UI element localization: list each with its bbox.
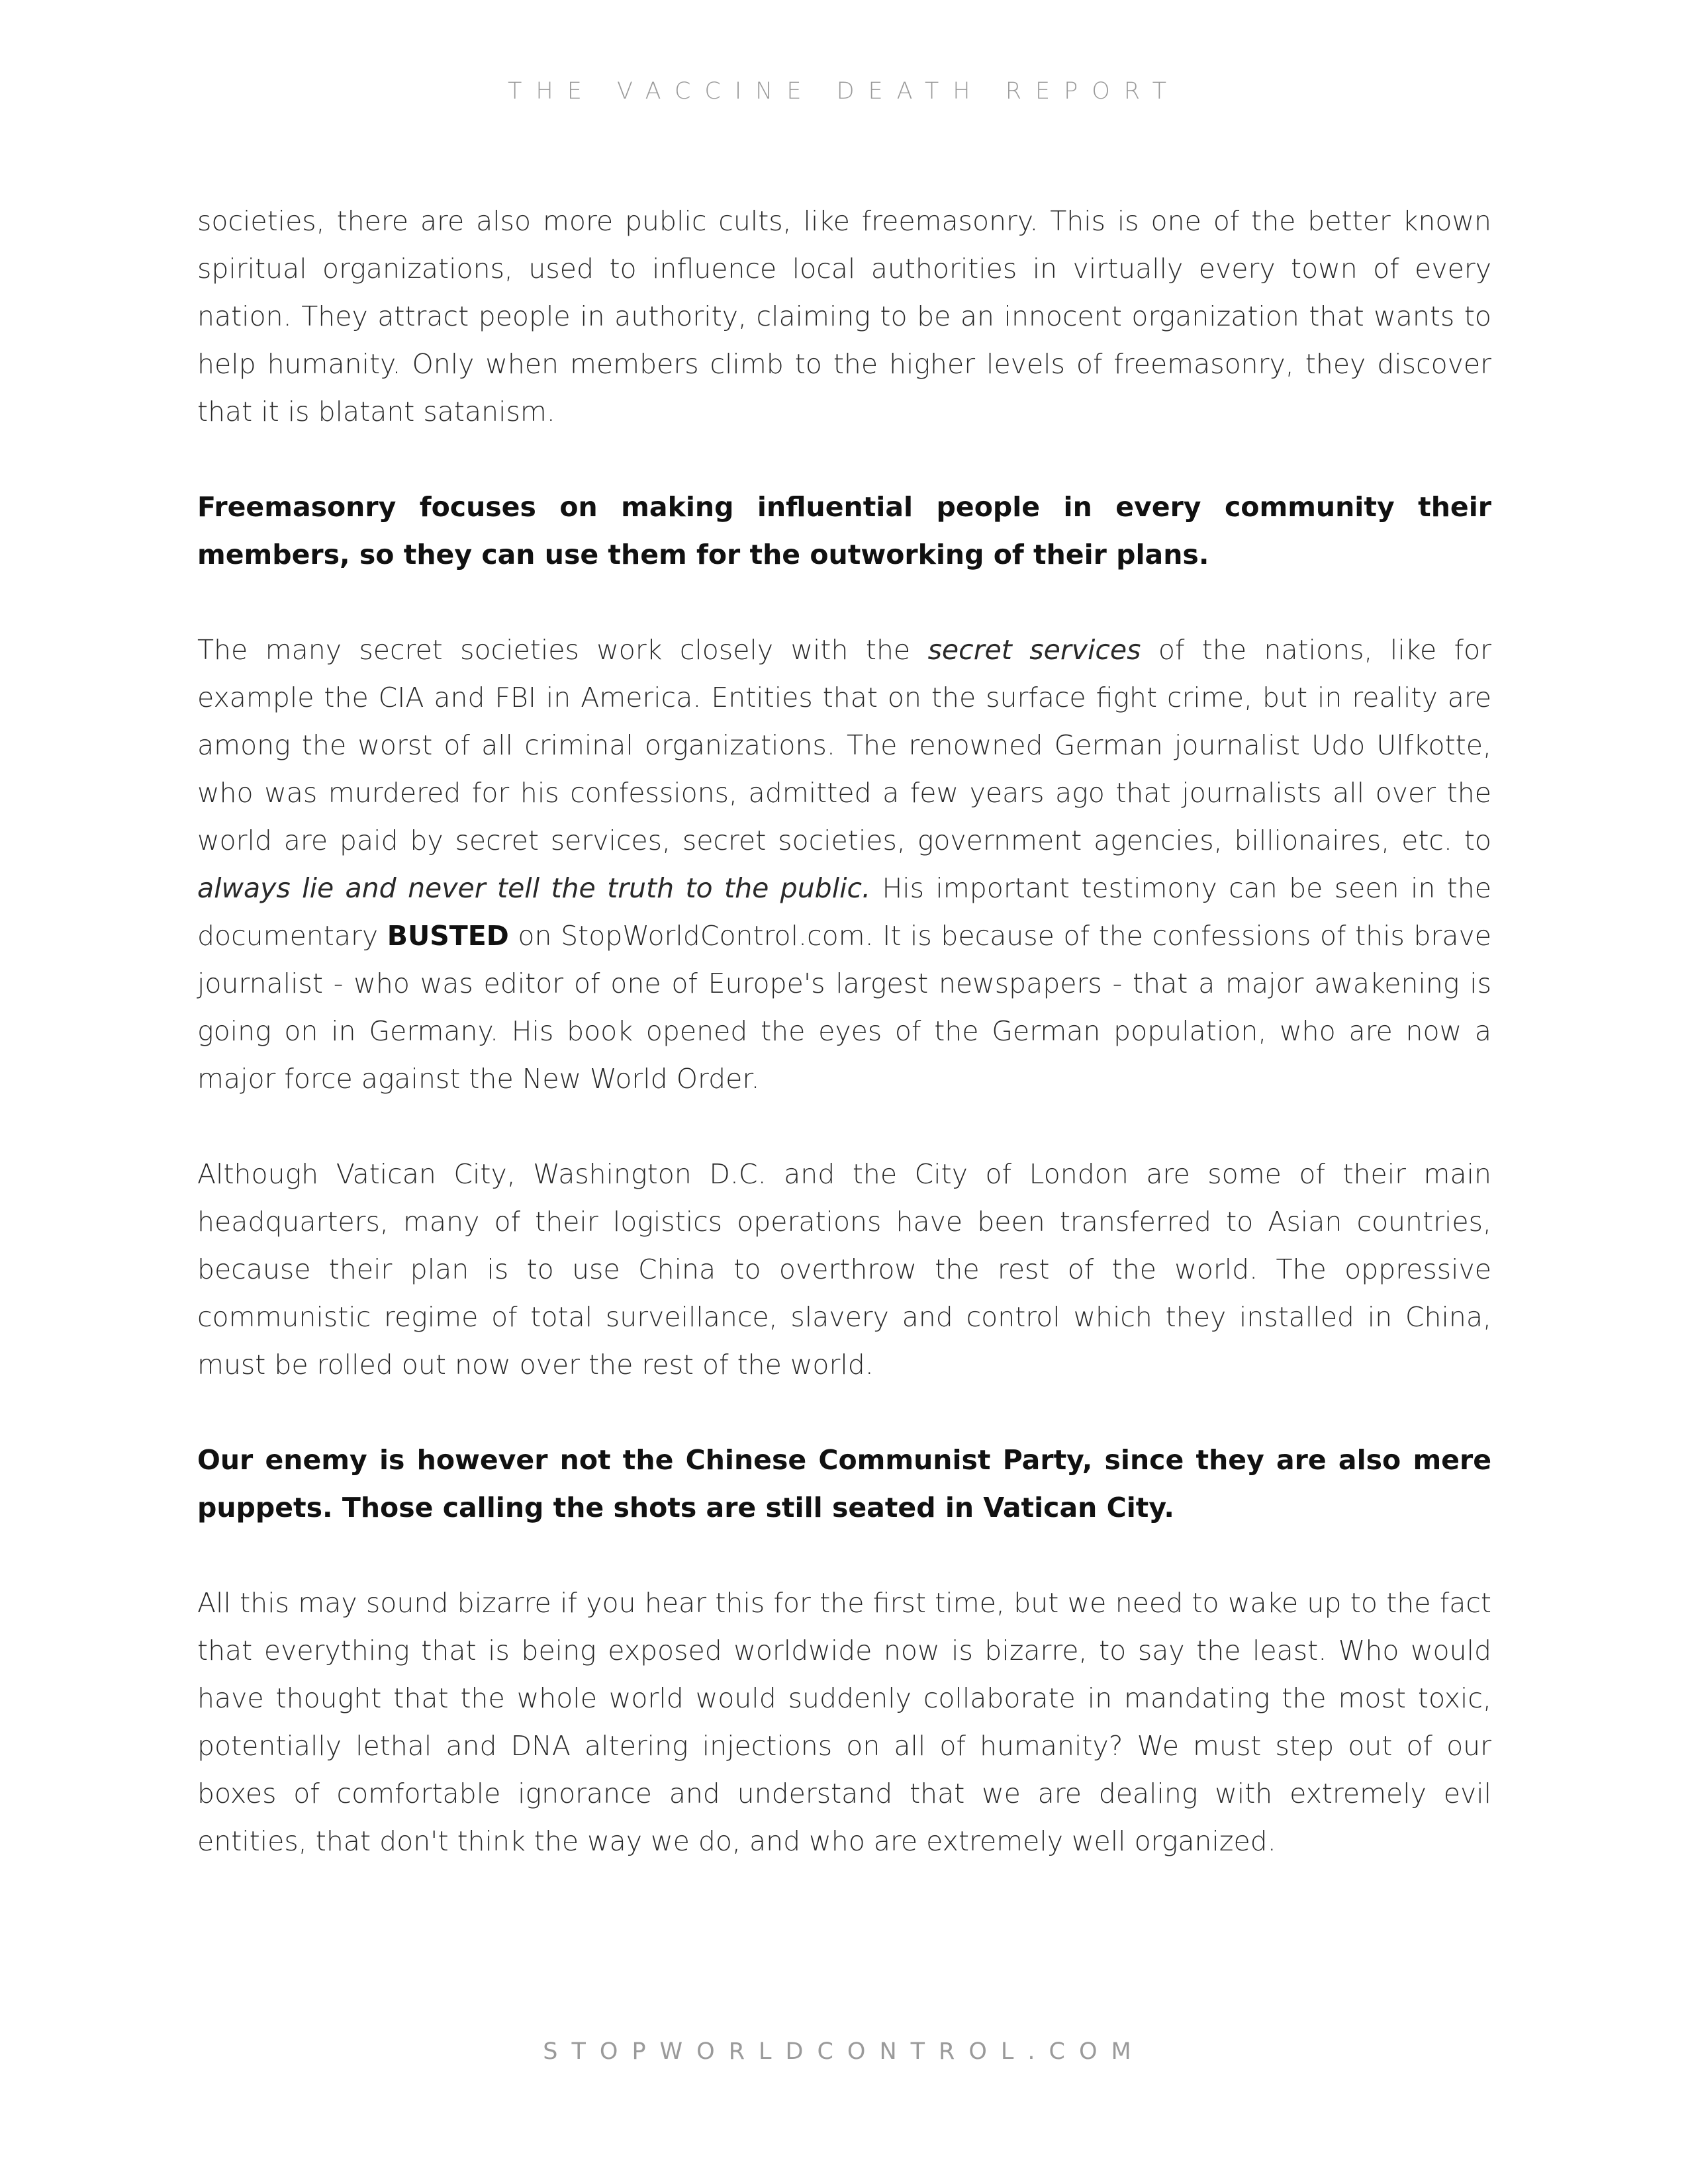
bold-busted: BUSTED [387,920,509,952]
text-run: on StopWorldControl.com. It is because of the confessions of this brave journalist - who was editor of one of Europe's largest newspapers - that a major awakening is going on in Germany. His book opened the eyes of the German population, who are now a major force against the New World Order. [197,920,1491,1095]
paragraph-spacer [197,435,1491,483]
italic-always-lie: always lie and never tell the truth to the public. [197,872,871,904]
paragraph-spacer [197,1103,1491,1150]
running-footer: STOPWORLDCONTROL.COM [543,2038,1145,2065]
paragraph-spacer [197,578,1491,626]
paragraph-wake-up: All this may sound bizarre if you hear this for the first time, but we need to wake up to the fact that everything that is being exposed worldwide now is bizarre, to say the least. Who would have thought that the whole world would suddenly collaborate in mandating the most toxic, potentially lethal and DNA altering injections on all of humanity? We must step out of our boxes of comfortable ignorance and understand that we are dealing with extremely evil entities, that don't think the way we do, and who are extremely well organized. [197,1587,1491,1857]
text-run: The many secret societies work closely with the [197,634,928,666]
running-header: THE VACCINE DEATH REPORT [508,78,1180,105]
paragraph-enemy-emphasis: Our enemy is however not the Chinese Communist Party, since they are also mere puppets. Those calling the shots are still seated in Vatican City. [197,1444,1491,1524]
paragraph-spacer [197,1388,1491,1436]
paragraph-freemasonry-cults: societies, there are also more public cults, like freemasonry. This is one of the better known spiritual organizations, used to influence local authorities in virtually every town of every nation. They attract people in authority, claiming to be an innocent organization that wants to help humanity. Only when members climb to the higher levels of freemasonry, they discover that it is blatant satanism. [197,205,1491,428]
paragraph-secret-services [197,626,1491,1103]
paragraph-spacer [197,1531,1491,1579]
paragraph-headquarters: Although Vatican City, Washington D.C. and the City of London are some of their main headquarters, many of their logistics operations have been transferred to Asian countries, because their plan is to use China to overthrow the rest of the world. The oppressive communistic regime of total surveillance, slavery and control which they installed in China, must be rolled out now over the rest of the world. [197,1158,1491,1381]
italic-secret-services: secret services [927,634,1141,666]
page-body [197,197,1491,1865]
text-run: His important testimony can be seen in the documentary [197,872,1491,952]
paragraph-freemasonry-emphasis: Freemasonry focuses on making influential people in every community their members, so they can use them for the outworking of their plans. [197,491,1491,570]
text-run: of the nations, like for example the CIA and FBI in America. Entities that on the surface fight crime, but in reality are among the worst of all criminal organizations. The renowned German journalist Udo Ulfkotte, who was murdered for his confessions, admitted a few years ago that journalists all over the world are paid by secret services, secret societies, government agencies, billionaires, etc. to [197,634,1491,856]
